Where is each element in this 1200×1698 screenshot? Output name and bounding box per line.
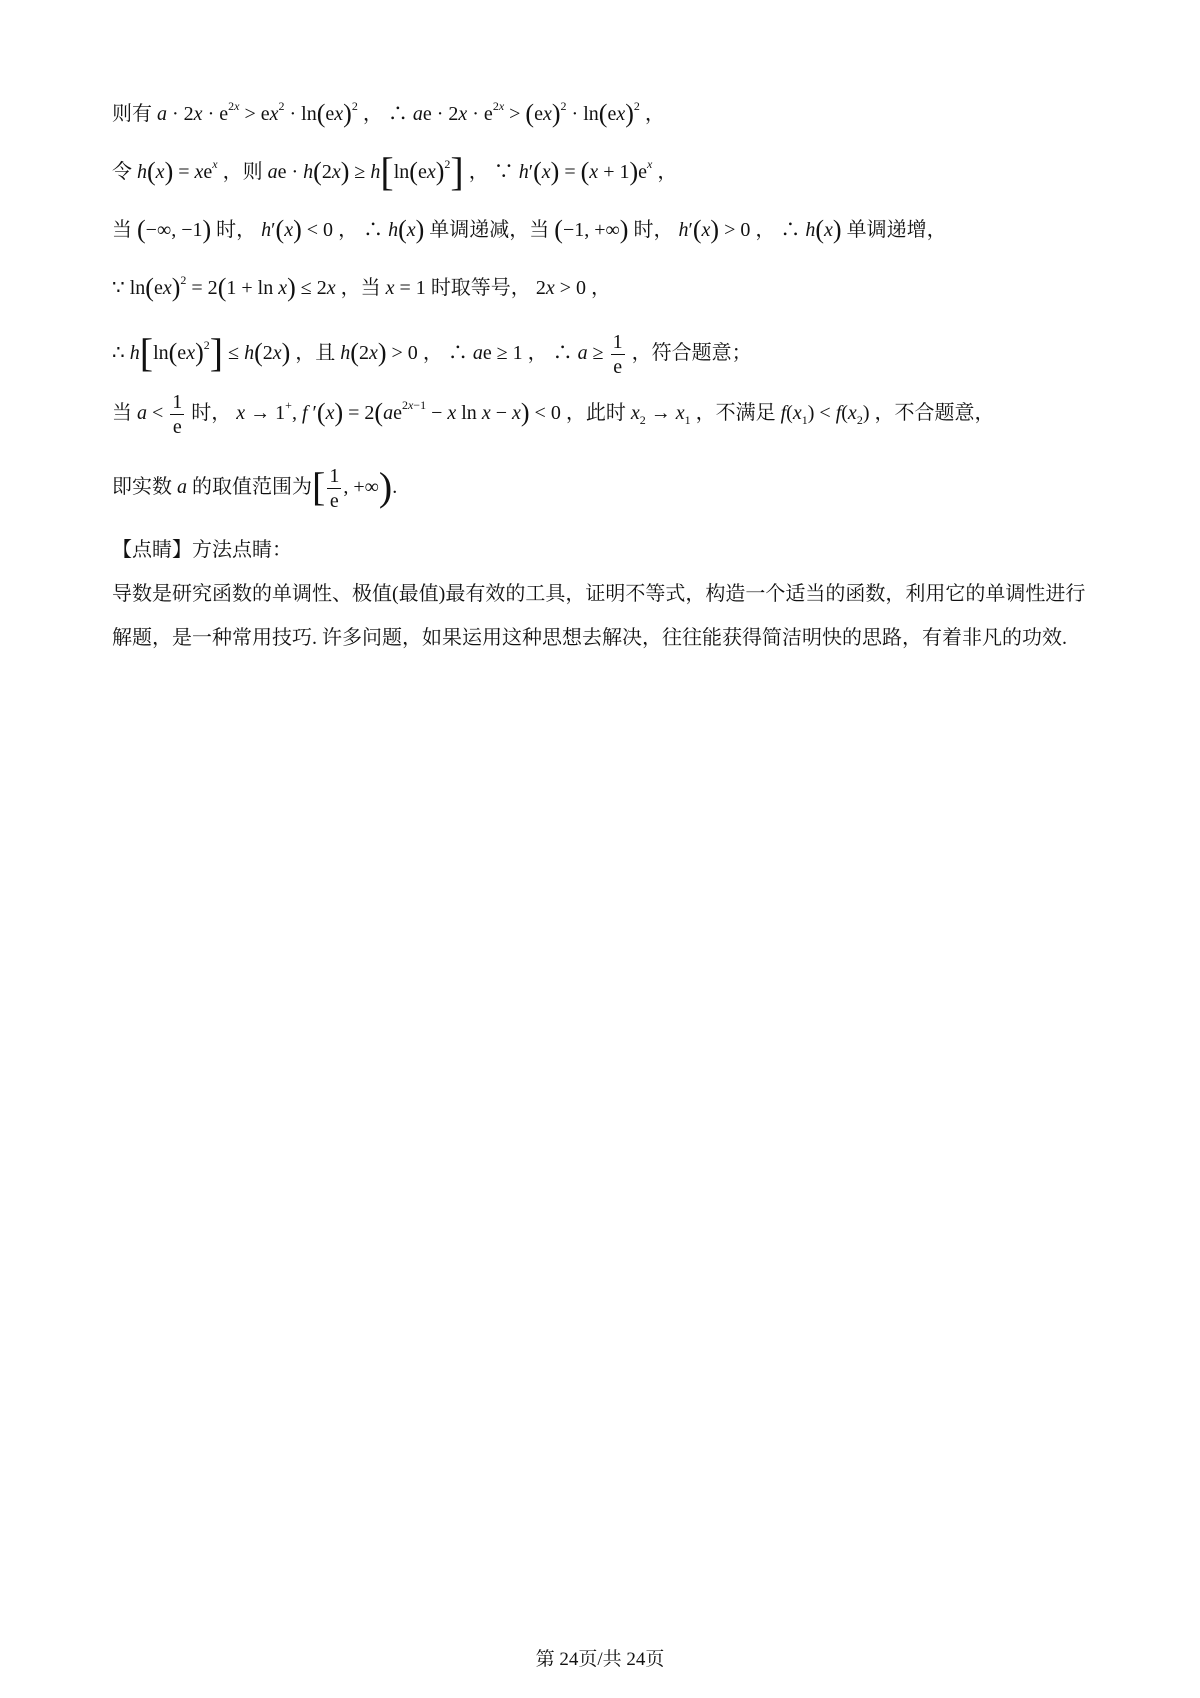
proof-line-6 — [112, 390, 994, 439]
proof-line-4 — [112, 274, 611, 302]
text: . — [392, 476, 398, 499]
proof-line-1 — [112, 100, 665, 128]
math-expression: h(2x) > 0 — [340, 338, 418, 368]
math-expression: ∴ ae ≥ 1 — [447, 342, 523, 365]
text: 即实数 — [112, 476, 172, 499]
math-expression: a < $\frac{1}{e}$ — [137, 391, 183, 438]
text: 时， — [216, 219, 257, 241]
math-expression: ∴ a ≥ $\frac{1}{e}$ — [552, 331, 623, 378]
text: 时取等号， — [430, 277, 531, 299]
math-expression: $f(x_1) < f(x_2)$ — [780, 402, 870, 428]
math-expression: ∵ $h'(x) = (x + 1)e^x$ — [493, 157, 653, 186]
text: ，此时 — [565, 402, 626, 425]
text: ， — [527, 342, 548, 365]
text: 当 — [112, 402, 132, 425]
math-expression: x → 1+, f $'(x) = 2(ae^{2x-1} - x$ ln x − x) < 0 — [236, 398, 561, 428]
text: ， — [422, 342, 443, 365]
math-expression: ∴ h(x) — [363, 215, 425, 244]
text: 单调递增， — [846, 219, 947, 241]
remark-body: 导数是研究函数的单调性、极值(最值)最有效的工具，证明不等式，构造一个适当的函数，利用它的单调性进行解题，是一种常用技巧. 许多问题，如果运用这种思想去解决，往往能获得简洁明快的思路，有着非凡的功效. — [112, 583, 1086, 649]
math-expression: ∴ h(x) — [780, 215, 842, 244]
math-expression: h′(x) < 0 — [261, 215, 334, 244]
proof-line-2 — [112, 149, 678, 194]
math-expression: ae · h(2x) ≥ h[ln(ex)$^2$] — [267, 149, 464, 194]
text: ，不满足 — [695, 402, 776, 425]
math-expression: [ $\frac{1}{e}$ , +∞) — [312, 464, 393, 512]
math-expression: ∴ h[ln(ex)$^2$] ≤ h(2x) — [112, 330, 291, 376]
proof-line-3 — [112, 216, 947, 244]
text: 令 — [112, 161, 132, 183]
math-expression: 2x > 0 — [535, 277, 586, 299]
text: 的取值范围为 — [192, 476, 312, 499]
text: ，符合题意； — [631, 342, 752, 365]
text: 则有 — [112, 103, 152, 125]
text: 当 — [112, 219, 132, 241]
text: ， — [362, 103, 383, 125]
text: ， — [644, 103, 665, 125]
text: ，且 — [295, 342, 336, 365]
text: 时， — [633, 219, 674, 241]
remark-heading: 【点睛】方法点睛： — [112, 539, 292, 561]
text: ， — [338, 219, 359, 241]
math-expression: $a \cdot 2x \cdot e^{2x} > ex^2 \cdot \ln(ex)^2$ — [157, 99, 358, 128]
math-expression: (−∞, −1) — [137, 215, 212, 244]
text: ， — [657, 161, 678, 183]
text: 单调递减，当 — [429, 219, 550, 241]
proof-line-7 — [112, 464, 397, 513]
text: ，不合题意， — [874, 402, 995, 425]
page-number: 第 24页/共 24页 — [535, 1649, 665, 1670]
text: 时， — [191, 402, 232, 425]
math-expression: $x_2 \to x_1$ — [630, 402, 691, 428]
math-expression: $h(x) = xe^x$ — [137, 157, 218, 186]
math-expression: h′(x) > 0 — [678, 215, 751, 244]
text: ， — [755, 219, 776, 241]
text: ，当 — [340, 277, 381, 299]
math-expression: ∵ ln(ex)$^2$ = 2(1 + ln x) ≤ 2x — [112, 273, 336, 302]
text: ，则 — [222, 161, 263, 183]
text: ， — [468, 161, 489, 183]
math-expression: (−1, +∞) — [554, 215, 629, 244]
math-expression: x = 1 — [385, 277, 426, 299]
proof-line-5 — [112, 330, 752, 379]
math-expression: a — [177, 476, 187, 499]
math-expression: ∴ ae · $2x \cdot e^{2x} > (ex)^2 \cdot \ln(ex)^2$ — [387, 99, 640, 128]
text: ， — [590, 277, 611, 299]
